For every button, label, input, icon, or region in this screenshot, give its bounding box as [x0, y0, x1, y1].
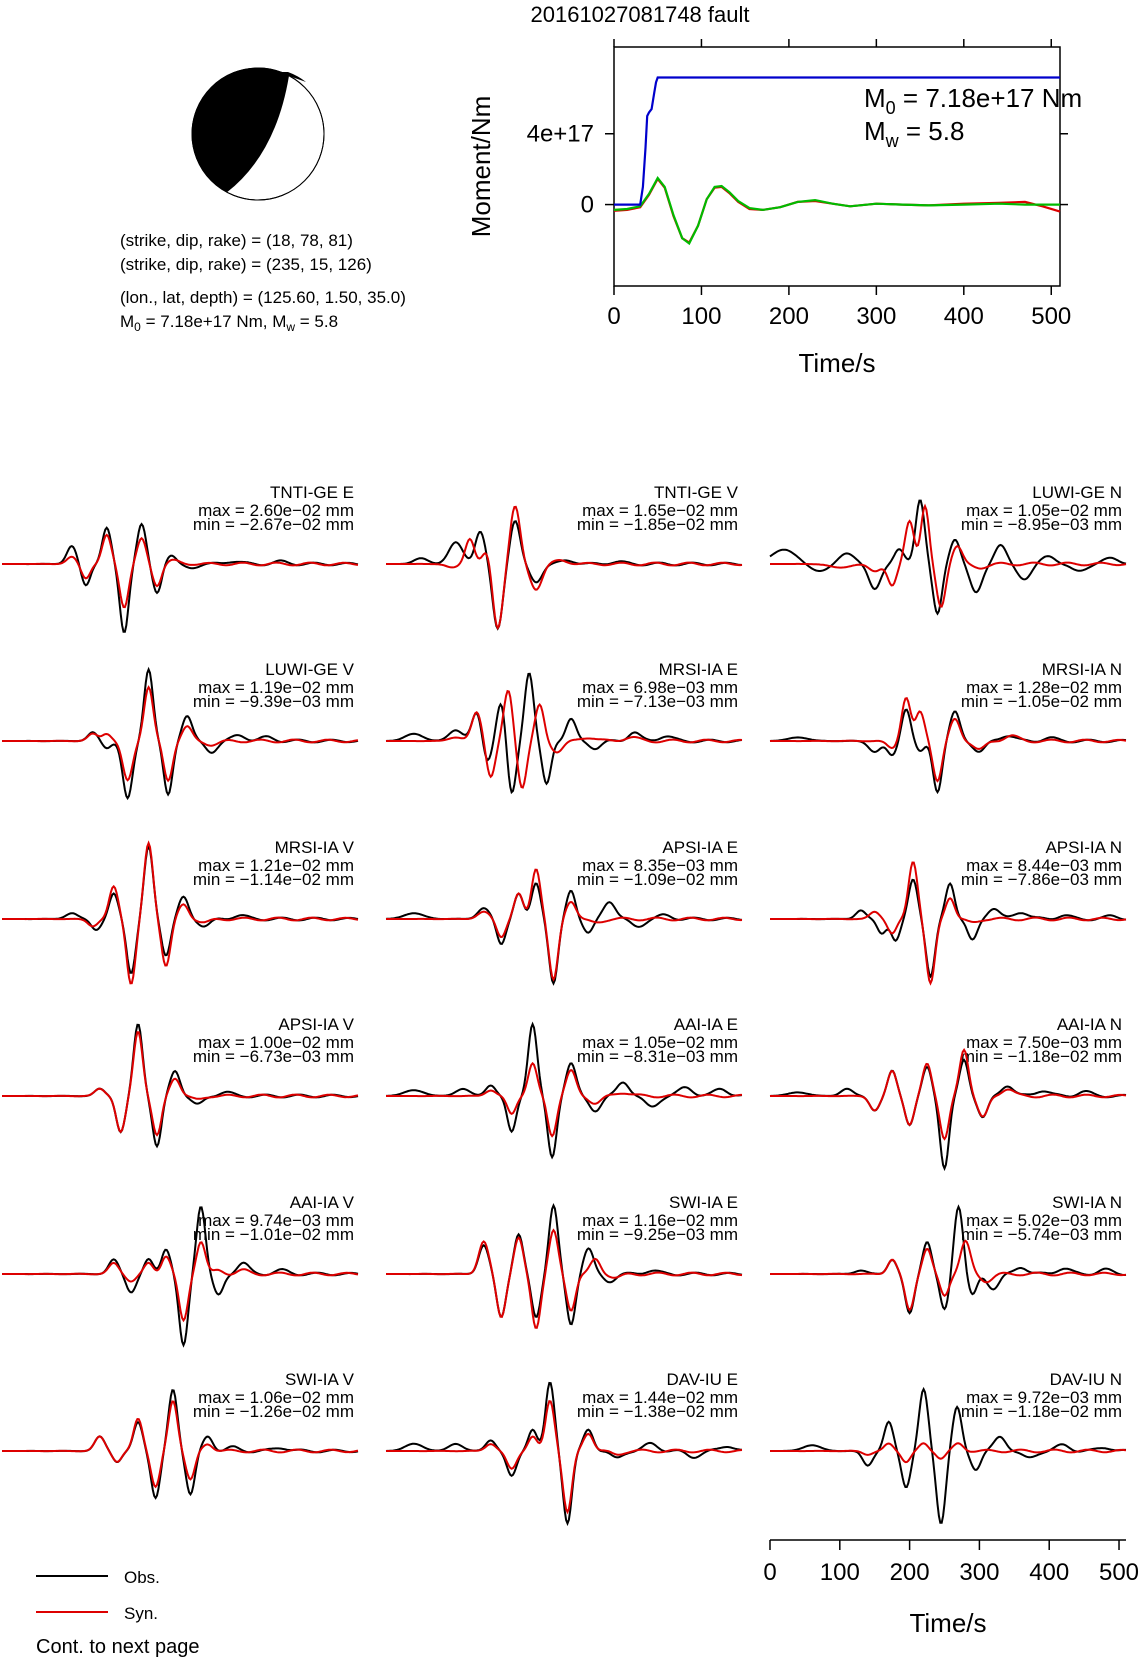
station-max: max = 1.05e−02 mm: [582, 1033, 738, 1052]
station-label: SWI-IA N: [1052, 1193, 1122, 1212]
station-label: APSI-IA E: [662, 838, 738, 857]
station-min: min = −7.86e−03 mm: [960, 870, 1122, 889]
moment-x-tick-label: 400: [943, 303, 984, 330]
moment-x-axis-label: Time/s: [798, 348, 876, 378]
moment-y-tick-label: 4e+17: [526, 120, 594, 148]
observed-trace: [770, 880, 1126, 977]
station-max: max = 1.28e−02 mm: [966, 678, 1122, 697]
synthetic-trace: [2, 1242, 358, 1320]
bottom-axis-tick-label: 100: [819, 1559, 860, 1586]
waveform-panel: [386, 1370, 742, 1523]
station-min: min = −8.31e−03 mm: [576, 1047, 738, 1066]
bottom-axis-label: Time/s: [909, 1608, 987, 1638]
moment-y-tick-label: 0: [580, 191, 594, 219]
waveform-panel: [2, 838, 358, 983]
bottom-axis-tick-label: 200: [889, 1559, 930, 1586]
station-min: min = −7.13e−03 mm: [576, 692, 738, 711]
waveform-panel: [386, 1193, 742, 1328]
moment-x-tick-label: 500: [1031, 303, 1072, 330]
focal-mechanism-beachball: [192, 68, 324, 200]
station-max: max = 1.65e−02 mm: [582, 501, 738, 520]
station-max: max = 9.74e−03 mm: [198, 1211, 354, 1230]
waveform-panel: [2, 1015, 358, 1146]
station-label: DAV-IU N: [1049, 1370, 1122, 1389]
waveform-panel: [386, 483, 742, 629]
legend: [36, 1568, 160, 1623]
bottom-axis-tick-label: 500: [1098, 1559, 1139, 1586]
observed-trace: [770, 1060, 1126, 1168]
waveform-panel: [770, 838, 1126, 983]
moment-x-tick-label: 0: [607, 303, 621, 330]
legend-obs-label: Obs.: [124, 1568, 160, 1587]
station-max: max = 1.19e−02 mm: [198, 678, 354, 697]
continuation-note: Cont. to next page: [36, 1636, 200, 1658]
location-text: (lon., lat, depth) = (125.60, 1.50, 35.0): [120, 288, 406, 307]
moment-x-tick-label: 100: [681, 303, 722, 330]
station-label: DAV-IU E: [666, 1370, 738, 1389]
waveform-panel: [2, 483, 358, 632]
observed-trace: [386, 521, 742, 628]
bottom-axis-tick-label: 400: [1029, 1559, 1070, 1586]
station-label: APSI-IA N: [1045, 838, 1122, 857]
bottom-axis-tick-label: 300: [959, 1559, 1000, 1586]
waveform-panel: [2, 1193, 358, 1345]
station-label: LUWI-GE N: [1032, 483, 1122, 502]
waveform-grid: [2, 483, 1126, 1523]
station-label: MRSI-IA V: [274, 838, 354, 857]
station-max: max = 1.16e−02 mm: [582, 1211, 738, 1230]
page-title: 20161027081748 fault: [530, 2, 750, 27]
plane2-text: (strike, dip, rake) = (235, 15, 126): [120, 255, 372, 274]
station-min: min = −1.18e−02 mm: [960, 1047, 1122, 1066]
station-label: SWI-IA V: [285, 1370, 354, 1389]
station-min: min = −1.14e−02 mm: [192, 870, 354, 889]
station-label: TNTI-GE V: [653, 483, 738, 502]
synthetic-trace: [386, 1230, 742, 1328]
waveform-panel: [386, 838, 742, 983]
station-label: MRSI-IA E: [658, 660, 738, 679]
plane1-text: (strike, dip, rake) = (18, 78, 81): [120, 231, 353, 250]
moment-x-tick-label: 300: [856, 303, 897, 330]
synthetic-trace: [2, 535, 358, 607]
station-max: max = 8.44e−03 mm: [966, 856, 1122, 875]
moment-x-tick-label: 200: [768, 303, 809, 330]
station-min: min = −1.26e−02 mm: [192, 1402, 354, 1421]
station-label: AAI-IA V: [289, 1193, 354, 1212]
station-min: min = −5.74e−03 mm: [960, 1225, 1122, 1244]
moment-y-axis-label: Moment/Nm: [466, 95, 496, 238]
station-label: TNTI-GE E: [269, 483, 354, 502]
station-min: min = −1.85e−02 mm: [576, 515, 738, 534]
legend-syn-label: Syn.: [124, 1604, 159, 1623]
station-min: min = −1.05e−02 mm: [960, 692, 1122, 711]
observed-trace: [2, 524, 358, 632]
station-min: min = −2.67e−02 mm: [192, 515, 354, 534]
station-min: min = −9.25e−03 mm: [576, 1225, 738, 1244]
station-label: APSI-IA V: [278, 1015, 354, 1034]
station-label: MRSI-IA N: [1041, 660, 1122, 679]
bottom-axis-tick-label: 0: [763, 1559, 777, 1586]
station-max: max = 7.50e−03 mm: [966, 1033, 1122, 1052]
station-max: max = 1.00e−02 mm: [198, 1033, 354, 1052]
station-label: AAI-IA N: [1056, 1015, 1122, 1034]
station-max: max = 2.60e−02 mm: [198, 501, 354, 520]
observed-trace: [770, 710, 1126, 792]
station-max: max = 1.44e−02 mm: [582, 1388, 738, 1407]
waveform-panel: [386, 660, 742, 792]
station-max: max = 1.06e−02 mm: [198, 1388, 354, 1407]
synthetic-trace: [386, 1063, 742, 1136]
waveform-time-axis: [763, 1540, 1139, 1638]
moment-rate-chart: [466, 39, 1082, 378]
station-min: min = −6.73e−03 mm: [192, 1047, 354, 1066]
station-max: max = 1.05e−02 mm: [966, 501, 1122, 520]
waveform-panel: [2, 1370, 358, 1498]
station-max: max = 9.72e−03 mm: [966, 1388, 1122, 1407]
station-max: max = 1.21e−02 mm: [198, 856, 354, 875]
station-max: max = 8.35e−03 mm: [582, 856, 738, 875]
moment-mw-annotation: $M_w = 5.8$: [864, 116, 965, 151]
waveform-panel: [2, 660, 358, 798]
waveform-panel: [770, 1193, 1126, 1313]
observed-trace: [386, 884, 742, 984]
station-max: max = 5.02e−03 mm: [966, 1211, 1122, 1230]
station-min: min = −1.09e−02 mm: [576, 870, 738, 889]
station-min: min = −8.95e−03 mm: [960, 515, 1122, 534]
waveform-panel: [386, 1015, 742, 1157]
waveform-panel: [770, 1370, 1126, 1523]
station-label: AAI-IA E: [673, 1015, 738, 1034]
station-min: min = −1.01e−02 mm: [192, 1225, 354, 1244]
station-min: min = −1.38e−02 mm: [576, 1402, 738, 1421]
moment-series-line: [614, 178, 1060, 244]
waveform-panel: [770, 660, 1126, 792]
waveform-panel: [770, 1015, 1126, 1168]
station-max: max = 6.98e−03 mm: [582, 678, 738, 697]
station-min: min = −1.18e−02 mm: [960, 1402, 1122, 1421]
station-min: min = −9.39e−03 mm: [192, 692, 354, 711]
moment-text: $M_0 = 7.18e+17$ Nm, $M_w = 5.8$: [120, 312, 339, 334]
waveform-panel: [770, 483, 1126, 614]
moment-m0-annotation: $M_0 = 7.18e+17$ Nm: [864, 83, 1083, 118]
station-label: LUWI-GE V: [265, 660, 354, 679]
station-label: SWI-IA E: [669, 1193, 738, 1212]
